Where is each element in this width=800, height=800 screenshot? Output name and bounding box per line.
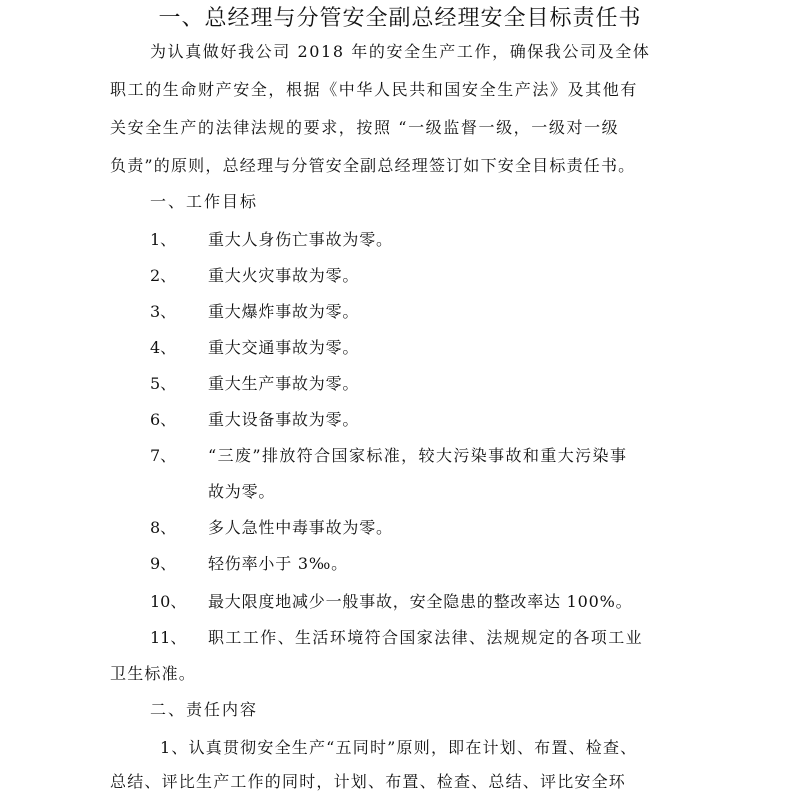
goal-text-5: 重大生产事故为零。 [208,374,360,393]
section-heading-work-goals: 一、工作目标 [150,192,259,211]
goal-number-7: 7、 [150,446,177,465]
goal-number-5: 5、 [150,374,177,393]
intro-line-3: 关安全生产的法律法规的要求，按照 “一级监督一级，一级对一级 [110,118,620,137]
goal-number-11: 11、 [150,628,187,647]
responsibility-line-2: 总结、评比生产工作的同时，计划、布置、检查、总结、评比安全环 [110,772,627,791]
goal-number-1: 1、 [150,230,177,249]
document-title: 一、总经理与分管安全副总经理安全目标责任书 [158,6,642,31]
intro-line-2: 职工的生命财产安全，根据《中华人民共和国安全生产法》及其他有 [110,80,639,99]
goal-text-7: “三废”排放符合国家标准，较大污染事故和重大污染事 [208,446,628,465]
goal-number-4: 4、 [150,338,177,357]
goal-text-8: 多人急性中毒事故为零。 [208,518,393,537]
goal-text-9: 轻伤率小于 3‰。 [208,554,348,573]
goal-number-6: 6、 [150,410,177,429]
goal-number-3: 3、 [150,302,177,321]
goal-number-9: 9、 [150,554,177,573]
goal-text-10: 最大限度地减少一般事故，安全隐患的整改率达 100%。 [208,592,633,611]
goal-text-7-continued: 故为零。 [208,482,276,501]
goal-number-8: 8、 [150,518,177,537]
goal-number-2: 2、 [150,266,177,285]
goal-text-4: 重大交通事故为零。 [208,338,360,357]
responsibility-line-1: 1、认真贯彻安全生产“五同时”原则，即在计划、布置、检查、 [160,738,638,757]
intro-line-4: 负责”的原则，总经理与分管安全副总经理签订如下安全目标责任书。 [110,156,636,175]
goal-number-10: 10、 [150,592,187,611]
goal-text-1: 重大人身伤亡事故为零。 [208,230,393,249]
section-heading-responsibilities: 二、责任内容 [150,700,259,719]
goal-text-11-continued: 卫生标准。 [110,664,197,683]
goal-text-11: 职工工作、生活环境符合国家法律、法规规定的各项工业 [208,628,644,647]
goal-text-3: 重大爆炸事故为零。 [208,302,360,321]
goal-text-2: 重大火灾事故为零。 [208,266,360,285]
goal-text-6: 重大设备事故为零。 [208,410,360,429]
intro-line-1: 为认真做好我公司 2018 年的安全生产工作，确保我公司及全体 [150,42,651,61]
